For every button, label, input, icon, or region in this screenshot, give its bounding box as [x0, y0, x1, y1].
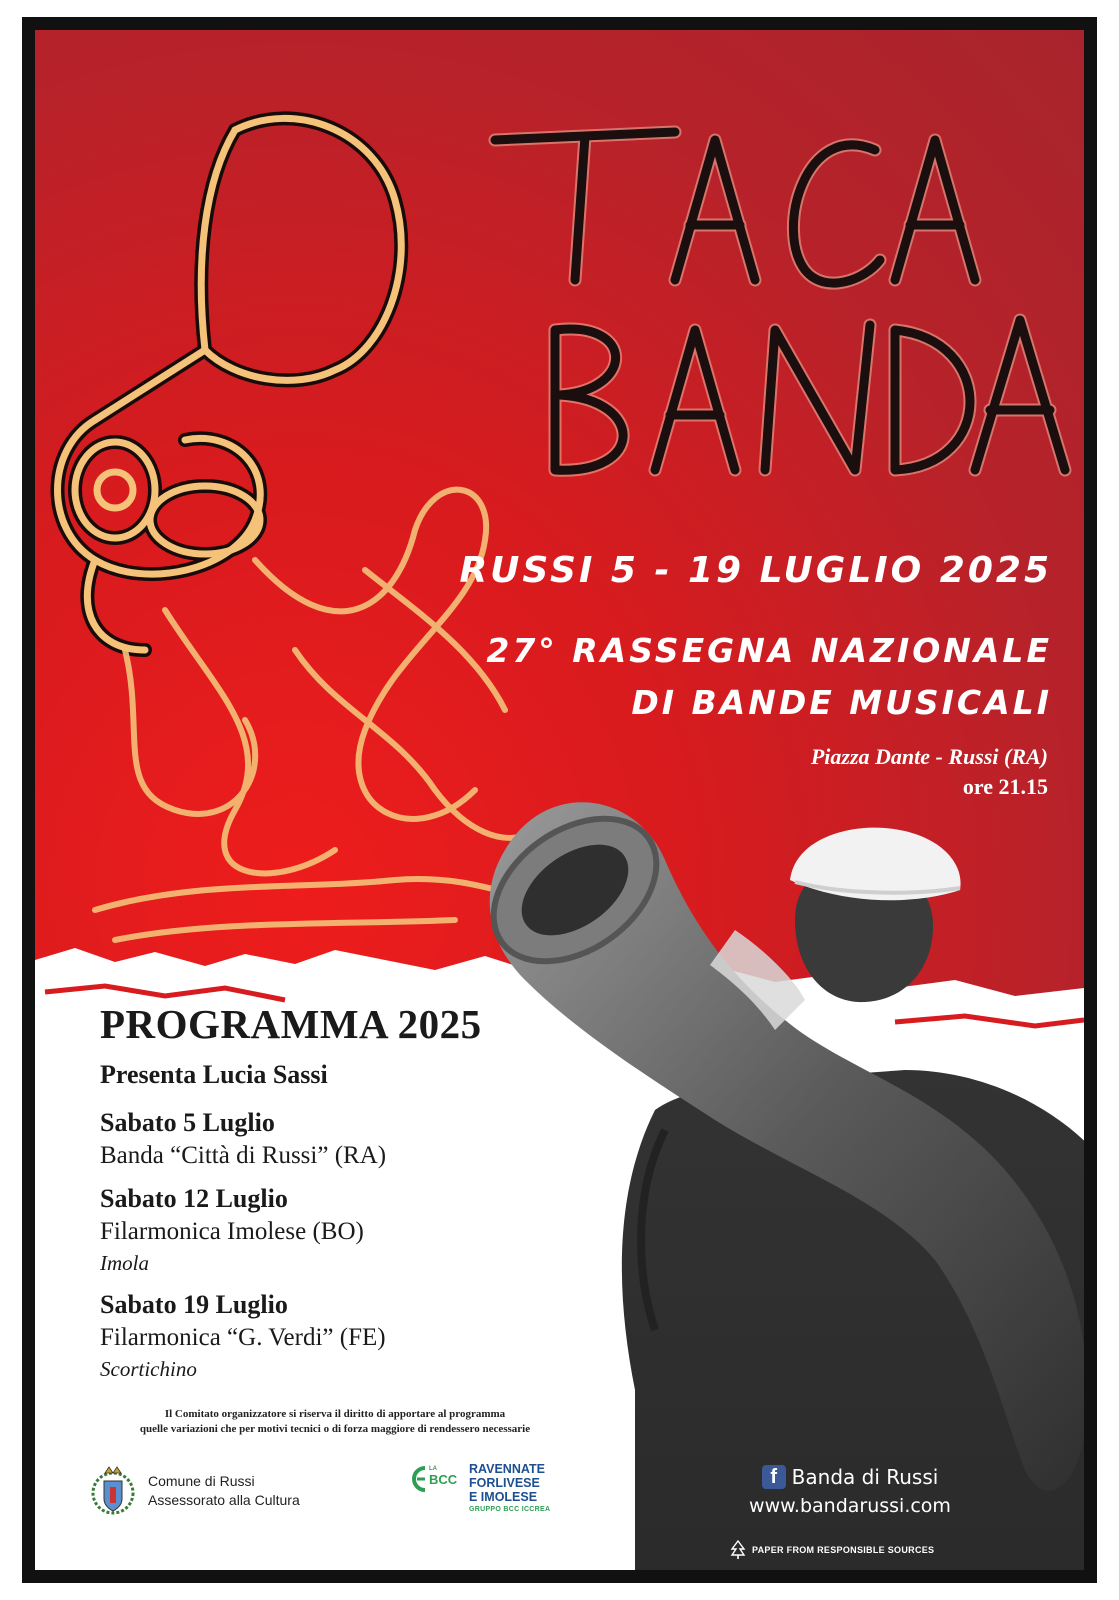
bcc-logo-small-text: LA: [429, 1466, 437, 1472]
event-dates: RUSSI 5 - 19 LUGLIO 2025: [459, 550, 1052, 591]
venue-place: Piazza Dante - Russi (RA): [810, 744, 1048, 769]
bcc-logo-icon: [407, 1462, 463, 1496]
program-event: [100, 1288, 620, 1384]
fsc-certification: [730, 1540, 934, 1560]
social-info: [725, 1465, 975, 1517]
event-date: Sabato 5 Luglio: [100, 1108, 275, 1137]
title-logo: [475, 110, 1085, 490]
event-subtitle-line1: 27° RASSEGNA NAZIONALE: [486, 631, 1052, 670]
bcc-logo-text: BCC: [429, 1472, 458, 1487]
event-town: Imola: [100, 1251, 149, 1275]
comune-department: Assessorato alla Cultura: [148, 1492, 300, 1508]
facebook-page-name: Banda di Russi: [791, 1465, 939, 1489]
event-band: Banda “Città di Russi” (RA): [100, 1142, 387, 1169]
program-event: [100, 1182, 620, 1278]
bcc-line3: E IMOLESE: [469, 1490, 538, 1504]
fsc-tree-icon: [730, 1540, 746, 1560]
event-band: Filarmonica “G. Verdi” (FE): [100, 1324, 386, 1351]
program-heading: PROGRAMMA 2025: [100, 1001, 482, 1047]
event-header: [459, 550, 1052, 729]
disclaimer-line1: Il Comitato organizzatore si riserva il diritto di apportare al programma: [164, 1408, 506, 1420]
bcc-line1: RAVENNATE: [469, 1462, 545, 1476]
disclaimer-line2: quelle variazioni che per motivi tecnici o di forza maggiore di rendessero necessarie: [139, 1423, 531, 1435]
program-presenter: Presenta Lucia Sassi: [100, 1060, 328, 1089]
event-subtitle-line2: DI BANDE MUSICALI: [631, 683, 1052, 722]
comune-crest-icon: [90, 1463, 136, 1519]
program-section: [100, 1000, 620, 1394]
facebook-icon: f: [762, 1465, 786, 1489]
facebook-link[interactable]: [725, 1465, 975, 1489]
program-event: [100, 1106, 620, 1172]
website-link[interactable]: www.bandarussi.com: [749, 1495, 951, 1517]
comune-name: Comune di Russi: [148, 1473, 255, 1489]
event-date: Sabato 12 Luglio: [100, 1184, 288, 1213]
venue-time: ore 21.15: [962, 774, 1048, 799]
fsc-text: PAPER FROM RESPONSIBLE SOURCES: [752, 1545, 935, 1555]
bcc-group: GRUPPO BCC ICCREA: [469, 1506, 551, 1513]
sponsor-comune: [90, 1463, 300, 1519]
event-town: Scortichino: [100, 1357, 197, 1381]
event-band: Filarmonica Imolese (BO): [100, 1218, 364, 1245]
disclaimer: [95, 1407, 575, 1437]
bcc-line2: FORLIVESE: [469, 1476, 540, 1490]
poster-frame: [22, 17, 1097, 1583]
sponsor-bcc: [407, 1462, 550, 1516]
event-date: Sabato 19 Luglio: [100, 1290, 288, 1319]
